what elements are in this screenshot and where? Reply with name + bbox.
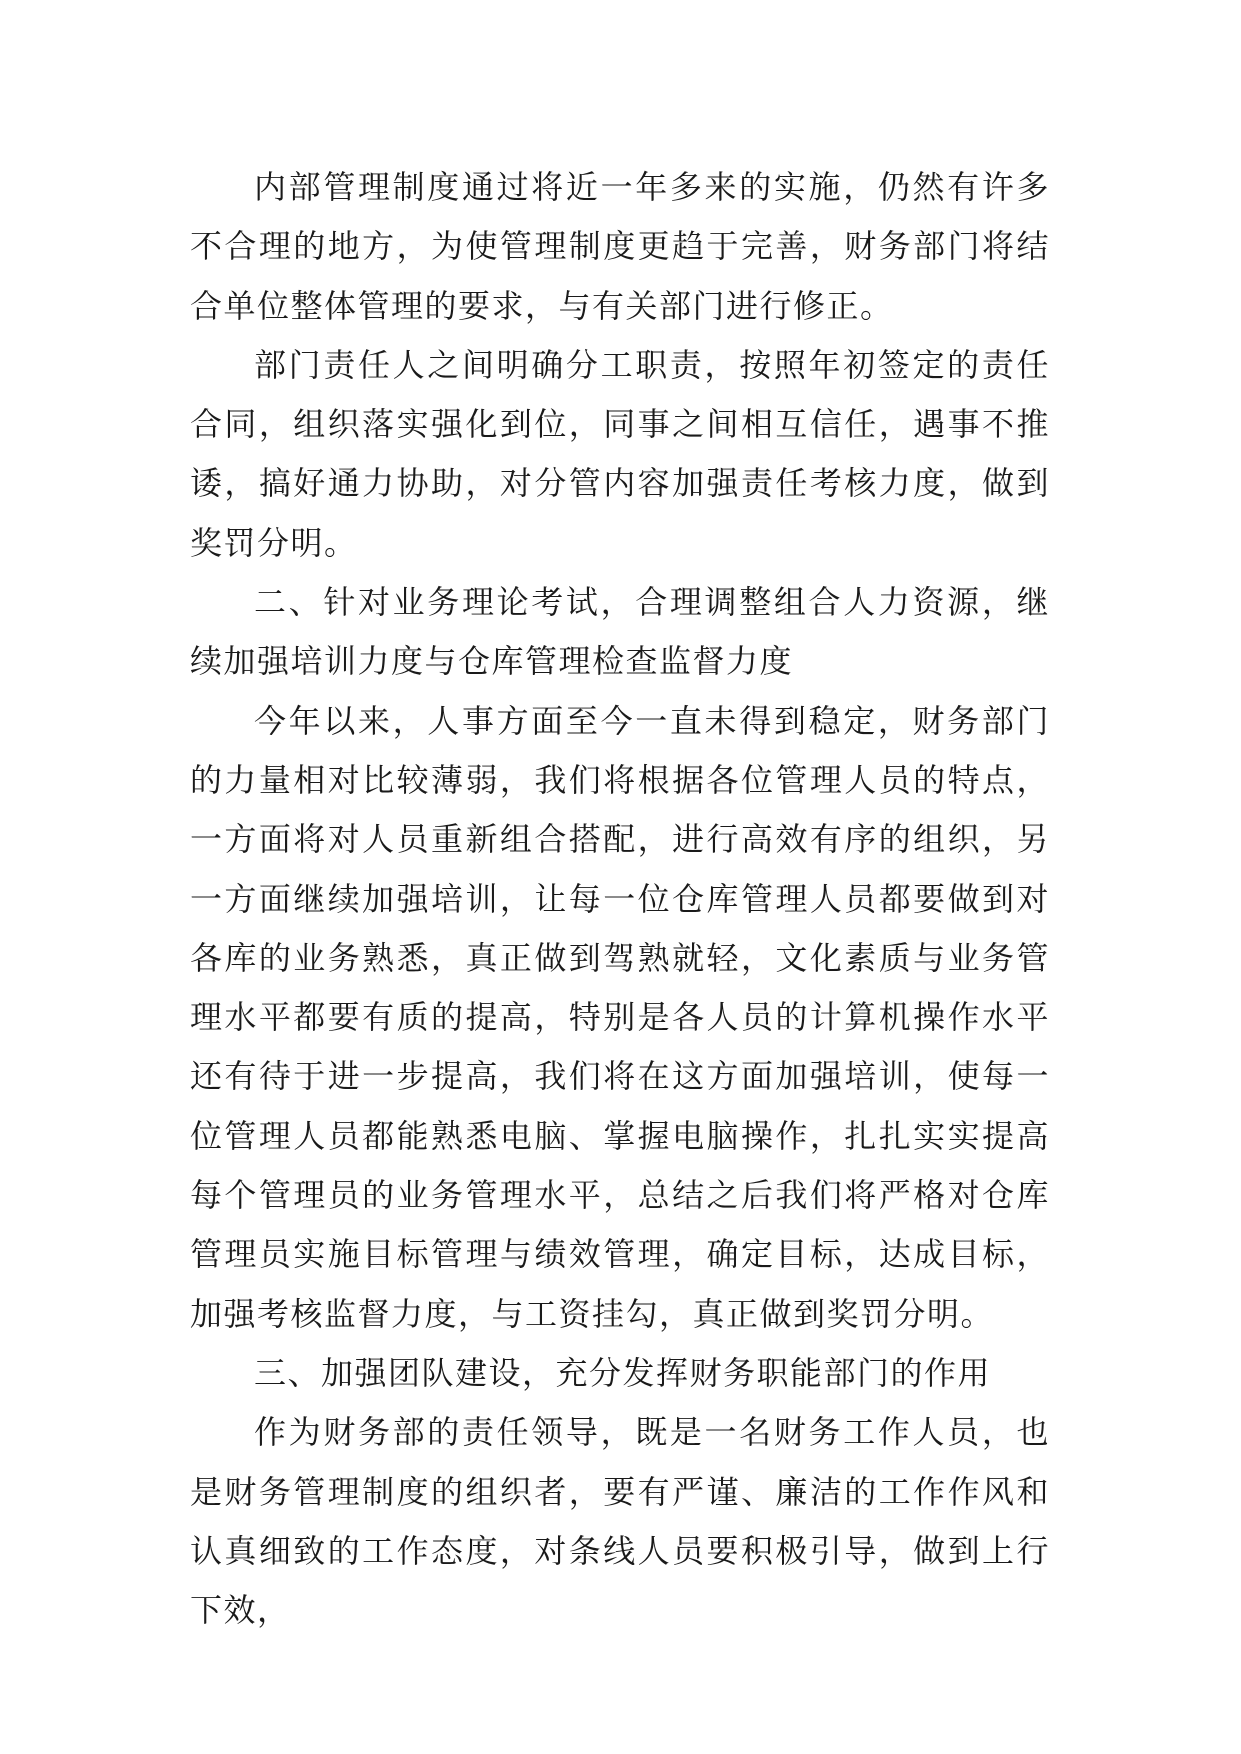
document-body	[190, 158, 1050, 1640]
paragraph-management-system: 内部管理制度通过将近一年多来的实施，仍然有许多不合理的地方，为使管理制度更趋于完善，财务部门将结合单位整体管理的要求，与有关部门进行修正。	[190, 168, 1050, 325]
paragraph-responsibility: 部门责任人之间明确分工职责，按照年初签定的责任合同，组织落实强化到位，同事之间相互信任，遇事不推诿，搞好通力协助，对分管内容加强责任考核力度，做到奖罚分明。	[190, 345, 1050, 562]
section-heading-two: 二、针对业务理论考试，合理调整组合人力资源，继续加强培训力度与仓库管理检查监督力度	[190, 583, 1050, 681]
section-heading-three: 三、加强团队建设，充分发挥财务职能部门的作用	[254, 1353, 992, 1392]
paragraph-personnel-training: 今年以来，人事方面至今一直未得到稳定，财务部门的力量相对比较薄弱，我们将根据各位管理人员的特点，一方面将对人员重新组合搭配，进行高效有序的组织，另一方面继续加强培训，让每一位仓库管理人员都要做到对各库的业务熟悉，真正做到驾熟就轻，文化素质与业务管理水平都要有质的提高，特别是各人员的计算机操作水平还有待于进一步提高，我们将在这方面加强培训，使每一位管理人员都能熟悉电脑、掌握电脑操作，扎扎实实提高每个管理员的业务管理水平，总结之后我们将严格对仓库管理员实施目标管理与绩效管理，确定目标，达成目标，加强考核监督力度，与工资挂勾，真正做到奖罚分明。	[190, 701, 1050, 1333]
paragraph-team-leadership: 作为财务部的责任领导，既是一名财务工作人员，也是财务管理制度的组织者，要有严谨、廉洁的工作作风和认真细致的工作态度，对条线人员要积极引导，做到上行下效，	[190, 1413, 1050, 1630]
